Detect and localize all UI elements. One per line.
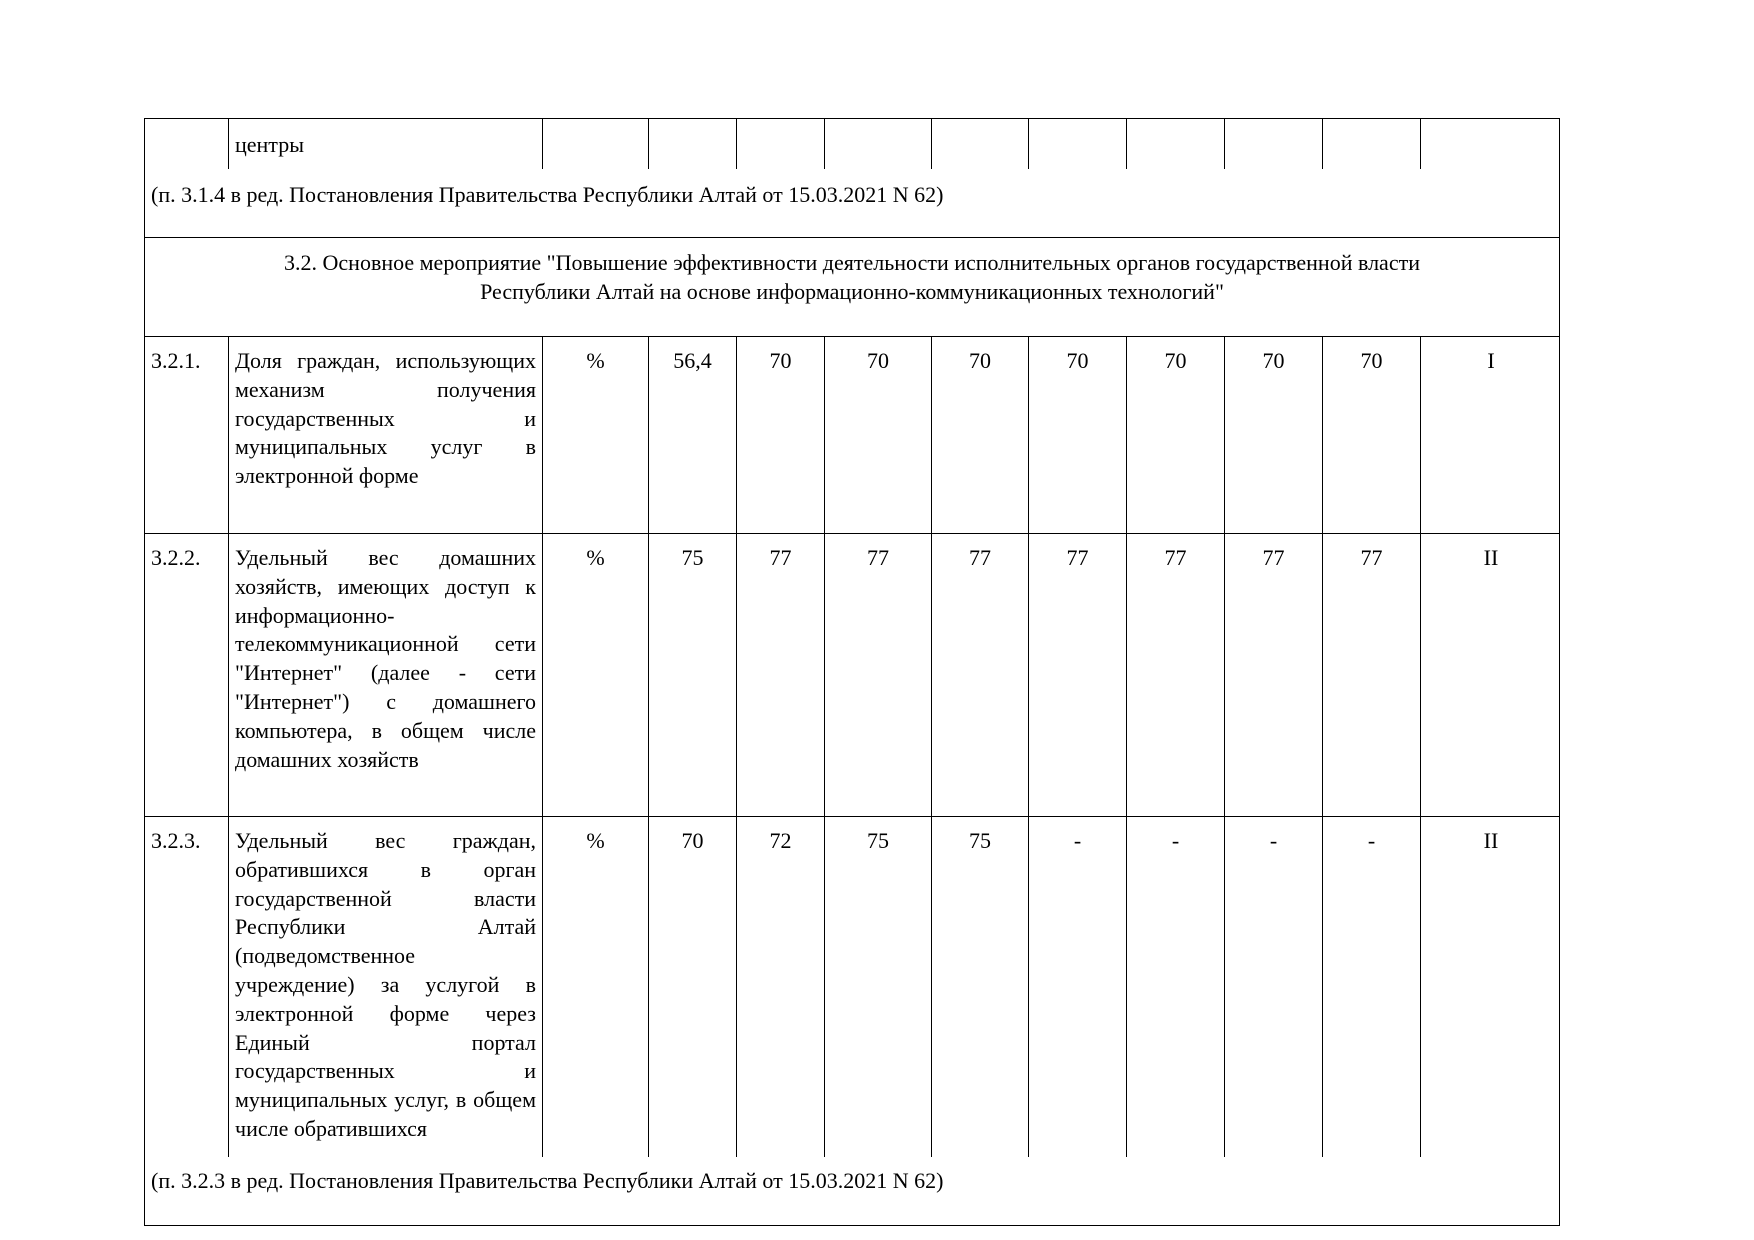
- name-cell: Удельный вес граждан, обратившихся в орган государственной власти Республики Алтай (подведомственное учреждение) за услугой в электронной форме через Единый портал государственных и муниципальных услуг, в общем числе обратившихся: [228, 817, 542, 1157]
- table-row: [145, 336, 1559, 533]
- value-cell: [1126, 119, 1224, 169]
- value-cell: 70: [1224, 337, 1322, 533]
- value-cell: 70: [648, 817, 736, 1157]
- unit-cell: [542, 119, 648, 169]
- value-cell: 75: [931, 817, 1028, 1157]
- value-cell: 77: [1126, 534, 1224, 816]
- value-cell: [931, 119, 1028, 169]
- value-cell: [1322, 119, 1420, 169]
- code-cell: 3.2.2.: [151, 545, 201, 570]
- value-cell: 70: [736, 337, 824, 533]
- code-cell: 3.2.3.: [151, 828, 201, 853]
- code-cell: 3.2.1.: [151, 348, 201, 373]
- category-cell: II: [1420, 817, 1561, 1157]
- value-cell: -: [1224, 817, 1322, 1157]
- code-cell: [145, 119, 228, 169]
- value-cell: [1224, 119, 1322, 169]
- table-row-section: [145, 237, 1559, 336]
- value-cell: 70: [1028, 337, 1126, 533]
- value-cell: 77: [824, 534, 931, 816]
- value-cell: -: [1322, 817, 1420, 1157]
- table-row: [145, 816, 1559, 1157]
- table-row-note: [145, 169, 1559, 237]
- value-cell: 77: [1322, 534, 1420, 816]
- value-cell: [736, 119, 824, 169]
- name-cell: Удельный вес домашних хозяйств, имеющих доступ к информационно-телекоммуникационной сети "Интернет" (далее - сети "Интернет") с домашнего компьютера, в общем числе домашних хозяйств: [228, 534, 542, 816]
- value-cell: 77: [1028, 534, 1126, 816]
- amendment-note: (п. 3.2.3 в ред. Постановления Правительства Республики Алтай от 15.03.2021 N 62): [151, 1168, 944, 1193]
- value-cell: 70: [1126, 337, 1224, 533]
- amendment-note: (п. 3.1.4 в ред. Постановления Правительства Республики Алтай от 15.03.2021 N 62): [151, 182, 944, 207]
- value-cell: 70: [1322, 337, 1420, 533]
- value-cell: 72: [736, 817, 824, 1157]
- value-cell: 77: [931, 534, 1028, 816]
- value-cell: [1028, 119, 1126, 169]
- value-cell: 75: [824, 817, 931, 1157]
- category-cell: [1420, 119, 1561, 169]
- table-row-note: [145, 1157, 1559, 1225]
- category-cell: II: [1420, 534, 1561, 816]
- name-cell: Доля граждан, использующих механизм получения государственных и муниципальных услуг в электронной форме: [228, 337, 542, 533]
- unit-cell: %: [542, 337, 648, 533]
- table-row-continuation: [145, 119, 1559, 169]
- value-cell: 77: [1224, 534, 1322, 816]
- value-cell: 70: [931, 337, 1028, 533]
- value-cell: 75: [648, 534, 736, 816]
- value-cell: 77: [736, 534, 824, 816]
- section-heading-line1: 3.2. Основное мероприятие "Повышение эффективности деятельности исполнительных органов государственной власти: [284, 250, 1420, 275]
- value-cell: [648, 119, 736, 169]
- value-cell: 70: [824, 337, 931, 533]
- section-heading-line2: Республики Алтай на основе информационно-коммуникационных технологий": [480, 279, 1224, 304]
- value-cell: -: [1126, 817, 1224, 1157]
- table-row: [145, 533, 1559, 816]
- unit-cell: %: [542, 817, 648, 1157]
- indicators-table: [144, 118, 1560, 1226]
- value-cell: -: [1028, 817, 1126, 1157]
- value-cell: 56,4: [648, 337, 736, 533]
- unit-cell: %: [542, 534, 648, 816]
- name-cell: центры: [228, 119, 542, 169]
- category-cell: I: [1420, 337, 1561, 533]
- value-cell: [824, 119, 931, 169]
- section-heading: [145, 238, 1559, 336]
